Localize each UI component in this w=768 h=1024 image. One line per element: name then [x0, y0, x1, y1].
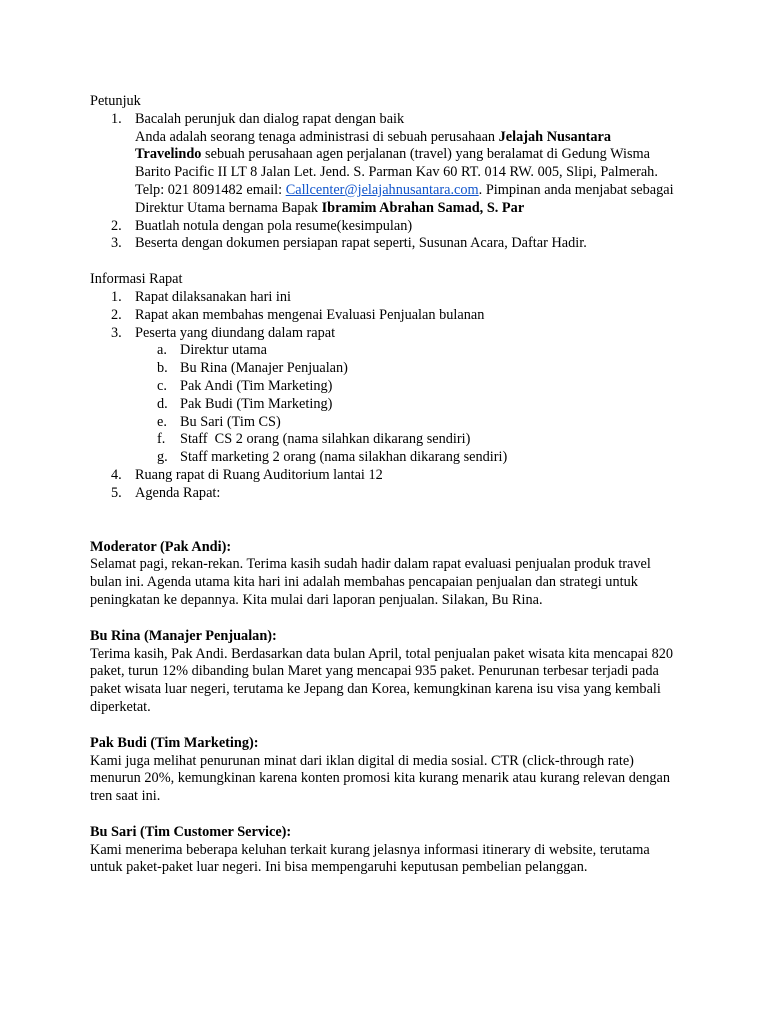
spacer [90, 253, 680, 271]
peserta-name: Bu Rina (Manajer Penjualan) [180, 360, 348, 377]
dialog-block-bu-rina [90, 628, 680, 717]
speaker-name: Moderator (Pak Andi): [90, 538, 232, 555]
list-letter: g. [157, 449, 168, 466]
company-name: Jelajah Nusantara Travelindo [135, 128, 612, 163]
petunjuk-item-3 [90, 235, 680, 253]
list-number: 2. [111, 306, 122, 323]
petunjuk-item-text-part1: Anda adalah seorang tenaga administrasi di sebuah perusahaan [135, 128, 499, 145]
informasi-item-text: Agenda Rapat: [135, 484, 221, 501]
informasi-item-2 [90, 307, 680, 325]
peserta-name: Staff CS 2 orang (nama silahkan dikarang sendiri) [180, 431, 471, 448]
list-number: 1. [111, 288, 122, 305]
list-number: 5. [111, 484, 122, 501]
list-number: 1. [111, 110, 122, 127]
peserta-item [135, 396, 680, 414]
petunjuk-list [90, 111, 680, 253]
peserta-item [135, 378, 680, 396]
peserta-name: Direktur utama [180, 342, 267, 359]
list-number: 3. [111, 235, 122, 252]
informasi-item-text: Peserta yang diundang dalam rapat [135, 324, 336, 341]
petunjuk-item-1 [90, 111, 680, 218]
petunjuk-item-2 [90, 218, 680, 236]
list-number: 3. [111, 324, 122, 341]
list-letter: d. [157, 395, 168, 412]
peserta-item [135, 431, 680, 449]
peserta-name: Pak Andi (Tim Marketing) [180, 377, 333, 394]
spacer [90, 610, 680, 628]
speaker-text: Kami juga melihat penurunan minat dari iklan digital di media sosial. CTR (click-through rate) menurun 20%, kemungkinan karena konten promosi kita kurang menarik atau kurang relevan dengan tren saat ini. [90, 752, 671, 805]
document-page [90, 93, 680, 877]
informasi-item-text: Ruang rapat di Ruang Auditorium lantai 12 [135, 466, 383, 483]
informasi-item-5 [90, 485, 680, 503]
informasi-heading: Informasi Rapat [90, 271, 183, 288]
informasi-item-1 [90, 289, 680, 307]
spacer [90, 717, 680, 735]
peserta-name: Bu Sari (Tim CS) [180, 413, 281, 430]
informasi-item-text: Rapat akan membahas mengenai Evaluasi Penjualan bulanan [135, 306, 485, 323]
director-name: Ibramim Abrahan Samad, S. Par [321, 199, 525, 216]
speaker-name: Bu Sari (Tim Customer Service): [90, 823, 292, 840]
list-number: 2. [111, 217, 122, 234]
petunjuk-item-text-part3: . Pimpinan anda menjabat sebagai Direktur Utama bernama Bapak [135, 181, 674, 216]
peserta-item [135, 414, 680, 432]
list-letter: e. [157, 413, 167, 430]
petunjuk-heading: Petunjuk [90, 93, 141, 109]
dialog-block-bu-sari [90, 824, 680, 877]
informasi-item-text: Rapat dilaksanakan hari ini [135, 288, 292, 305]
list-letter: a. [157, 342, 167, 359]
spacer [90, 806, 680, 824]
speaker-name: Pak Budi (Tim Marketing): [90, 734, 259, 751]
speaker-name: Bu Rina (Manajer Penjualan): [90, 627, 277, 644]
list-letter: c. [157, 377, 167, 394]
peserta-item [135, 360, 680, 378]
dialog-block-moderator [90, 539, 680, 610]
petunjuk-item-text: Beserta dengan dokumen persiapan rapat seperti, Susunan Acara, Daftar Hadir. [135, 235, 587, 252]
list-number: 4. [111, 466, 122, 483]
speaker-text: Selamat pagi, rekan-rekan. Terima kasih sudah hadir dalam rapat evaluasi penjualan produk travel bulan ini. Agenda utama kita hari ini adalah membahas pencapaian penjualan dan strategi untuk peningkatan ke depannya. Kita mulai dari laporan penjualan. Silakan, Bu Rina. [90, 556, 651, 608]
dialog-block-pak-budi [90, 735, 680, 806]
list-letter: b. [157, 360, 168, 377]
speaker-text: Terima kasih, Pak Andi. Berdasarkan data bulan April, total penjualan paket wisata kita mencapai 820 paket, turun 12% dibanding bulan Maret yang mencapai 935 paket. Penurunan terbesar terjadi pada paket wisata luar negeri, terutama ke Jepang dan Korea, kemungkinan karena isu visa yang kembali diperketat. [90, 645, 674, 715]
peserta-item [135, 449, 680, 467]
petunjuk-item-text-part2: sebuah perusahaan agen perjalanan (travel) yang beralamat di Gedung Wisma Barito Pacific II LT 8 Jalan Let. Jend. S. Parman Kav 60 RT. 014 RW. 005, Slipi, Palmerah. Telp: 021 8091482 email: [135, 146, 658, 198]
peserta-name: Staff marketing 2 orang (nama silakhan dikarang sendiri) [180, 449, 508, 466]
peserta-list [135, 342, 680, 467]
informasi-item-3 [90, 325, 680, 467]
informasi-list [90, 289, 680, 503]
petunjuk-item-text: Buatlah notula dengan pola resume(kesimpulan) [135, 217, 413, 234]
petunjuk-item-title: Bacalah perunjuk dan dialog rapat dengan baik [135, 110, 405, 127]
email-link[interactable]: Callcenter@jelajahnusantara.com [285, 181, 479, 198]
list-letter: f. [157, 431, 166, 448]
peserta-name: Pak Budi (Tim Marketing) [180, 395, 333, 412]
spacer [90, 503, 680, 539]
informasi-item-4 [90, 467, 680, 485]
peserta-item [135, 342, 680, 360]
speaker-text: Kami menerima beberapa keluhan terkait kurang jelasnya informasi itinerary di website, terutama untuk paket-paket luar negeri. Ini bisa mempengaruhi keputusan pembelian pelanggan. [90, 841, 650, 876]
